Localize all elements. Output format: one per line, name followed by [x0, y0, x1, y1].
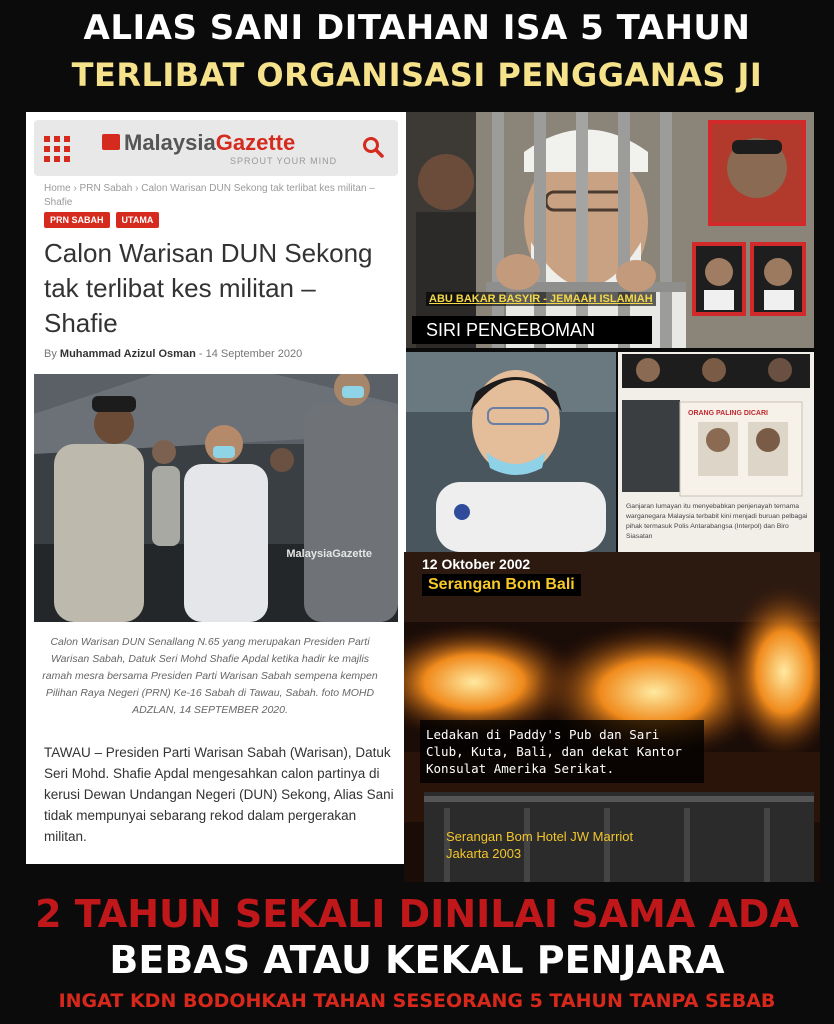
article-title: Calon Warisan DUN Sekong tak terlibat kes militan – Shafie	[44, 238, 373, 338]
photo-caption: Calon Warisan DUN Senallang N.65 yang merupakan Presiden Parti Warisan Sabah, Datuk Seri Mohd Shafie Apdal ketika hadir ke majlis ramah mesra bersama Presiden Parti Warisan Sabah sempena kempen Pilihan Raya Negeri (PRN) Ke-16 Sabah di Tawau, Sabah. foto MOHD ADZLAN, 14 SEPTEMBER 2020.	[42, 636, 378, 716]
marriott-line2: Jakarta 2003	[446, 846, 522, 861]
bali-bombing-panel	[404, 552, 820, 882]
marriott-caption	[446, 828, 633, 862]
category-tags	[44, 212, 159, 228]
selfie-illustration	[406, 352, 616, 552]
byline: By Muhammad Azizul Osman - 14 September 2020	[44, 348, 303, 360]
bali-date: 12 Oktober 2002	[422, 556, 531, 572]
bottom-line2: BEBAS ATAU KEKAL PENJARA	[109, 938, 725, 982]
bali-title: Serangan Bom Bali	[422, 574, 581, 596]
logo-badge-icon	[102, 134, 120, 150]
author-link[interactable]: Muhammad Azizul Osman	[59, 348, 196, 360]
article-body: TAWAU – Presiden Parti Warisan Sabah (Warisan), Datuk Seri Mohd. Shafie Apdal mengesahkan calon partinya di kerusi Dewan Undangan Negeri (DUN) Sekong, Alias Sani tidak mempunyai sebarang rekod dalam pergerakan militan.	[44, 745, 394, 844]
prison-photo-panel	[406, 112, 814, 348]
headline-line1: ALIAS SANI DITAHAN ISA 5 TAHUN	[83, 8, 751, 48]
wanted-label: ORANG PALING DICARI	[688, 410, 768, 417]
siri-pengeboman-label: SIRI PENGEBOMAN	[412, 316, 652, 344]
site-header	[34, 120, 398, 176]
bottom-line1: 2 TAHUN SEKALI DINILAI SAMA ADA	[35, 892, 799, 936]
site-tagline: SPROUT YOUR MIND	[230, 156, 338, 166]
tag-utama[interactable]: UTAMA	[116, 212, 160, 228]
newspaper-clipping-panel	[618, 352, 814, 552]
tag-prn-sabah[interactable]: PRN SABAH	[44, 212, 110, 228]
headline-line2: TERLIBAT ORGANISASI PENGGANAS JI	[71, 56, 763, 94]
bali-caption: Ledakan di Paddy's Pub dan Sari Club, Kuta, Bali, dan dekat Kantor Konsulat Amerika Serikat.	[420, 720, 704, 783]
article-screenshot	[26, 112, 406, 864]
selfie-photo-panel	[406, 352, 616, 552]
bottom-line3: INGAT KDN BODOHKAH TAHAN SESEORANG 5 TAHUN TANPA SEBAB	[58, 990, 776, 1012]
photo-watermark: MalaysiaGazette	[286, 548, 372, 560]
breadcrumb[interactable]: Home › PRN Sabah › Calon Warisan DUN Sekong tak terlibat kes militan – Shafie	[44, 183, 375, 208]
prison-illustration	[406, 112, 814, 348]
abu-bakar-label: ABU BAKAR BASYIR - JEMAAH ISLAMIAH	[426, 292, 656, 306]
article-photo	[34, 374, 398, 622]
search-icon[interactable]	[362, 136, 384, 158]
clipping-text: Ganjaran lumayan itu menyebabkan penjenayah ternama warganegara Malaysia terbabit kini menjadi buruan pelbagai pihak termasuk Polis Antarabangsa (Interpol) dan Biro Siasatan	[626, 503, 808, 540]
menu-grid-icon[interactable]	[44, 136, 72, 162]
marriott-line1: Serangan Bom Hotel JW Marriot	[446, 829, 634, 844]
photo-illustration	[34, 374, 398, 622]
site-logo[interactable]: MalaysiaGazette	[124, 130, 296, 155]
